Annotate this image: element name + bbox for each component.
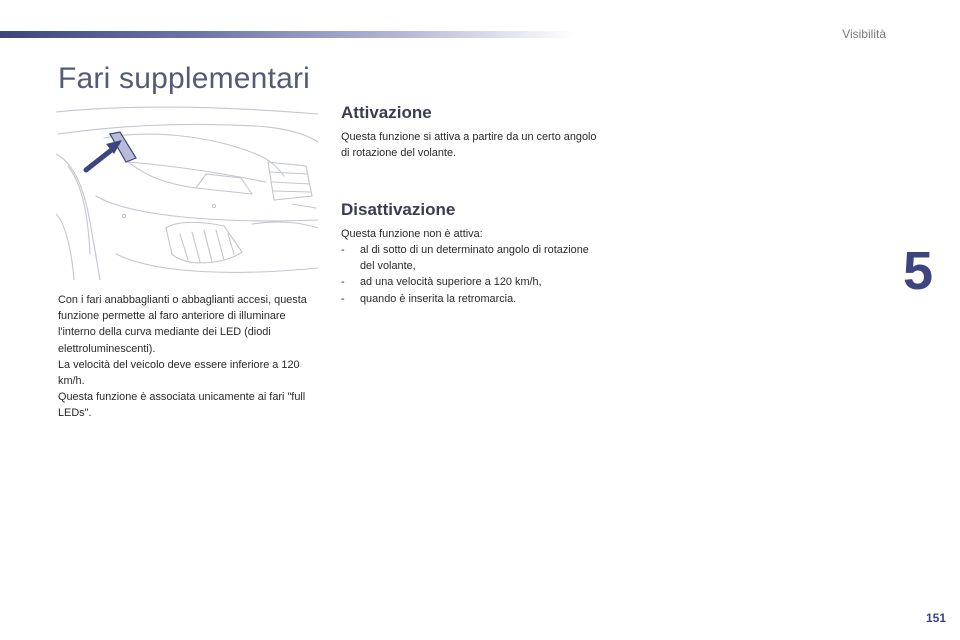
- chapter-number: 5: [903, 241, 934, 301]
- header-accent-bar: [0, 31, 575, 38]
- intro-paragraph: La velocità del veicolo deve essere inferiore a 120 km/h.: [58, 358, 300, 388]
- page-title: Fari supplementari: [58, 62, 311, 95]
- intro-paragraph: Questa funzione è associata unicamente ai fari "full LEDs".: [58, 391, 306, 420]
- page-number: 151: [925, 611, 946, 625]
- activation-text: Questa funzione si attiva a partire da un certo angolo di rotazione del volante.: [341, 131, 597, 160]
- intro-text: [58, 292, 323, 422]
- list-item: - al di sotto di un determinato angolo di rotazione del volante,: [341, 242, 601, 274]
- headlight-illustration: [56, 104, 318, 280]
- deactivation-conditions-list: [341, 242, 601, 307]
- deactivation-heading: Disattivazione: [341, 200, 456, 219]
- list-item: - quando è inserita la retromarcia.: [341, 291, 601, 307]
- activation-heading: Attivazione: [341, 103, 432, 122]
- intro-paragraph: Con i fari anabbaglianti o abbaglianti accesi, questa funzione permette al faro anteriore di illuminare l'interno della curva mediante dei LED (diodi elettroluminescenti).: [58, 294, 307, 355]
- list-item: - ad una velocità superiore a 120 km/h,: [341, 274, 601, 290]
- deactivation-intro: Questa funzione non è attiva:: [341, 228, 483, 240]
- section-label: Visibilità: [842, 27, 886, 41]
